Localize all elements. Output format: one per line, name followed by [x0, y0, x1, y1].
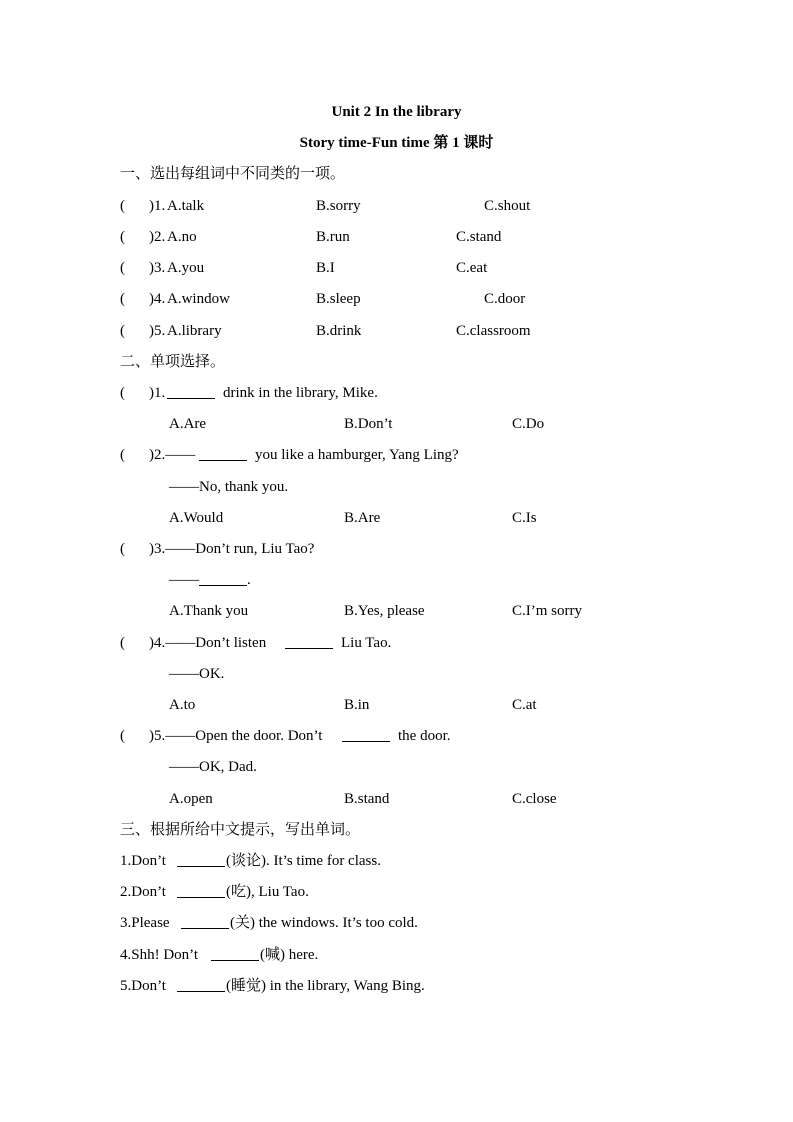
- paren: (: [120, 260, 125, 276]
- reply-text: ——OK, Dad.: [169, 759, 257, 775]
- answer-blank[interactable]: [199, 571, 247, 591]
- option-b: B.sleep: [316, 291, 361, 307]
- question-text: )4.——Don’t listen: [149, 635, 267, 651]
- paren: (: [120, 291, 125, 307]
- answer-blank[interactable]: [177, 977, 225, 997]
- question-text: )5.——Open the door. Don’t: [149, 728, 323, 744]
- option-b: B.sorry: [316, 198, 361, 214]
- paren: (: [120, 323, 125, 339]
- sentence-start: 3.Please: [120, 915, 170, 931]
- option-a: A.talk: [167, 198, 205, 214]
- item-number: )5.: [149, 323, 166, 339]
- paren: (: [120, 447, 125, 463]
- item-number: )2.: [149, 229, 166, 245]
- item-number: )4.: [149, 291, 166, 307]
- answer-blank[interactable]: [211, 946, 259, 966]
- paren: (: [120, 635, 125, 651]
- section2-heading: 二、单项选择。: [120, 354, 226, 370]
- question-text: drink in the library, Mike.: [223, 385, 378, 401]
- option-a: A.library: [167, 323, 222, 339]
- option-b: B.Yes, please: [344, 603, 425, 619]
- sentence-end: (喊) here.: [260, 947, 319, 963]
- sentence-end: (睡觉) in the library, Wang Bing.: [226, 978, 425, 994]
- option-c: C.Do: [512, 416, 545, 432]
- sentence-end: (关) the windows. It’s too cold.: [230, 915, 418, 931]
- option-b: B.I: [316, 260, 335, 276]
- option-c: C.classroom: [456, 323, 531, 339]
- option-a: A.Are: [169, 416, 207, 432]
- option-c: C.stand: [456, 229, 502, 245]
- answer-blank[interactable]: [167, 384, 215, 404]
- sentence-start: 2.Don’t: [120, 884, 166, 900]
- paren: (: [120, 728, 125, 744]
- reply-text: ——OK.: [169, 666, 225, 682]
- page-title: Unit 2 In the library: [331, 104, 462, 120]
- question-text-after: the door.: [398, 728, 451, 744]
- sentence-end: (吃), Liu Tao.: [226, 884, 309, 900]
- option-c: C.shout: [484, 198, 531, 214]
- option-c: C.Is: [512, 510, 537, 526]
- option-b: B.Don’t: [344, 416, 393, 432]
- answer-blank[interactable]: [177, 883, 225, 903]
- option-a: A.you: [167, 260, 205, 276]
- option-a: A.Thank you: [169, 603, 249, 619]
- option-b: B.stand: [344, 791, 390, 807]
- page-subtitle: Story time-Fun time 第 1 课时: [299, 135, 494, 151]
- question-number: )1.: [149, 385, 166, 401]
- section1-heading: 一、选出每组词中不同类的一项。: [120, 166, 346, 182]
- option-c: C.I’m sorry: [512, 603, 582, 619]
- section3-heading: 三、根据所给中文提示，写出单词。: [120, 822, 361, 838]
- option-b: B.in: [344, 697, 370, 713]
- question-number: )2.——: [149, 447, 196, 463]
- sentence-end: (谈论). It’s time for class.: [226, 853, 381, 869]
- option-c: C.eat: [456, 260, 488, 276]
- paren: (: [120, 385, 125, 401]
- sentence-start: 5.Don’t: [120, 978, 166, 994]
- sentence-start: 4.Shh! Don’t: [120, 947, 199, 963]
- option-b: B.run: [316, 229, 350, 245]
- answer-blank[interactable]: [181, 914, 229, 934]
- paren: (: [120, 229, 125, 245]
- option-a: A.to: [169, 697, 196, 713]
- option-c: C.door: [484, 291, 526, 307]
- answer-blank[interactable]: [177, 852, 225, 872]
- option-a: A.open: [169, 791, 213, 807]
- item-number: )1.: [149, 198, 166, 214]
- question-text-after: Liu Tao.: [341, 635, 392, 651]
- item-number: )3.: [149, 260, 166, 276]
- paren: (: [120, 198, 125, 214]
- reply-period: .: [247, 572, 251, 588]
- question-text: you like a hamburger, Yang Ling?: [255, 447, 459, 463]
- reply-text: ——No, thank you.: [169, 479, 289, 495]
- paren: (: [120, 541, 125, 557]
- option-c: C.close: [512, 791, 557, 807]
- answer-blank[interactable]: [199, 446, 247, 466]
- answer-blank[interactable]: [285, 634, 333, 654]
- sentence-start: 1.Don’t: [120, 853, 166, 869]
- answer-blank[interactable]: [342, 727, 390, 747]
- reply-dash: ——: [169, 572, 199, 588]
- option-b: B.Are: [344, 510, 381, 526]
- option-a: A.Would: [169, 510, 224, 526]
- option-a: A.window: [167, 291, 230, 307]
- option-c: C.at: [512, 697, 537, 713]
- option-b: B.drink: [316, 323, 362, 339]
- question-text: )3.——Don’t run, Liu Tao?: [149, 541, 315, 557]
- option-a: A.no: [167, 229, 197, 245]
